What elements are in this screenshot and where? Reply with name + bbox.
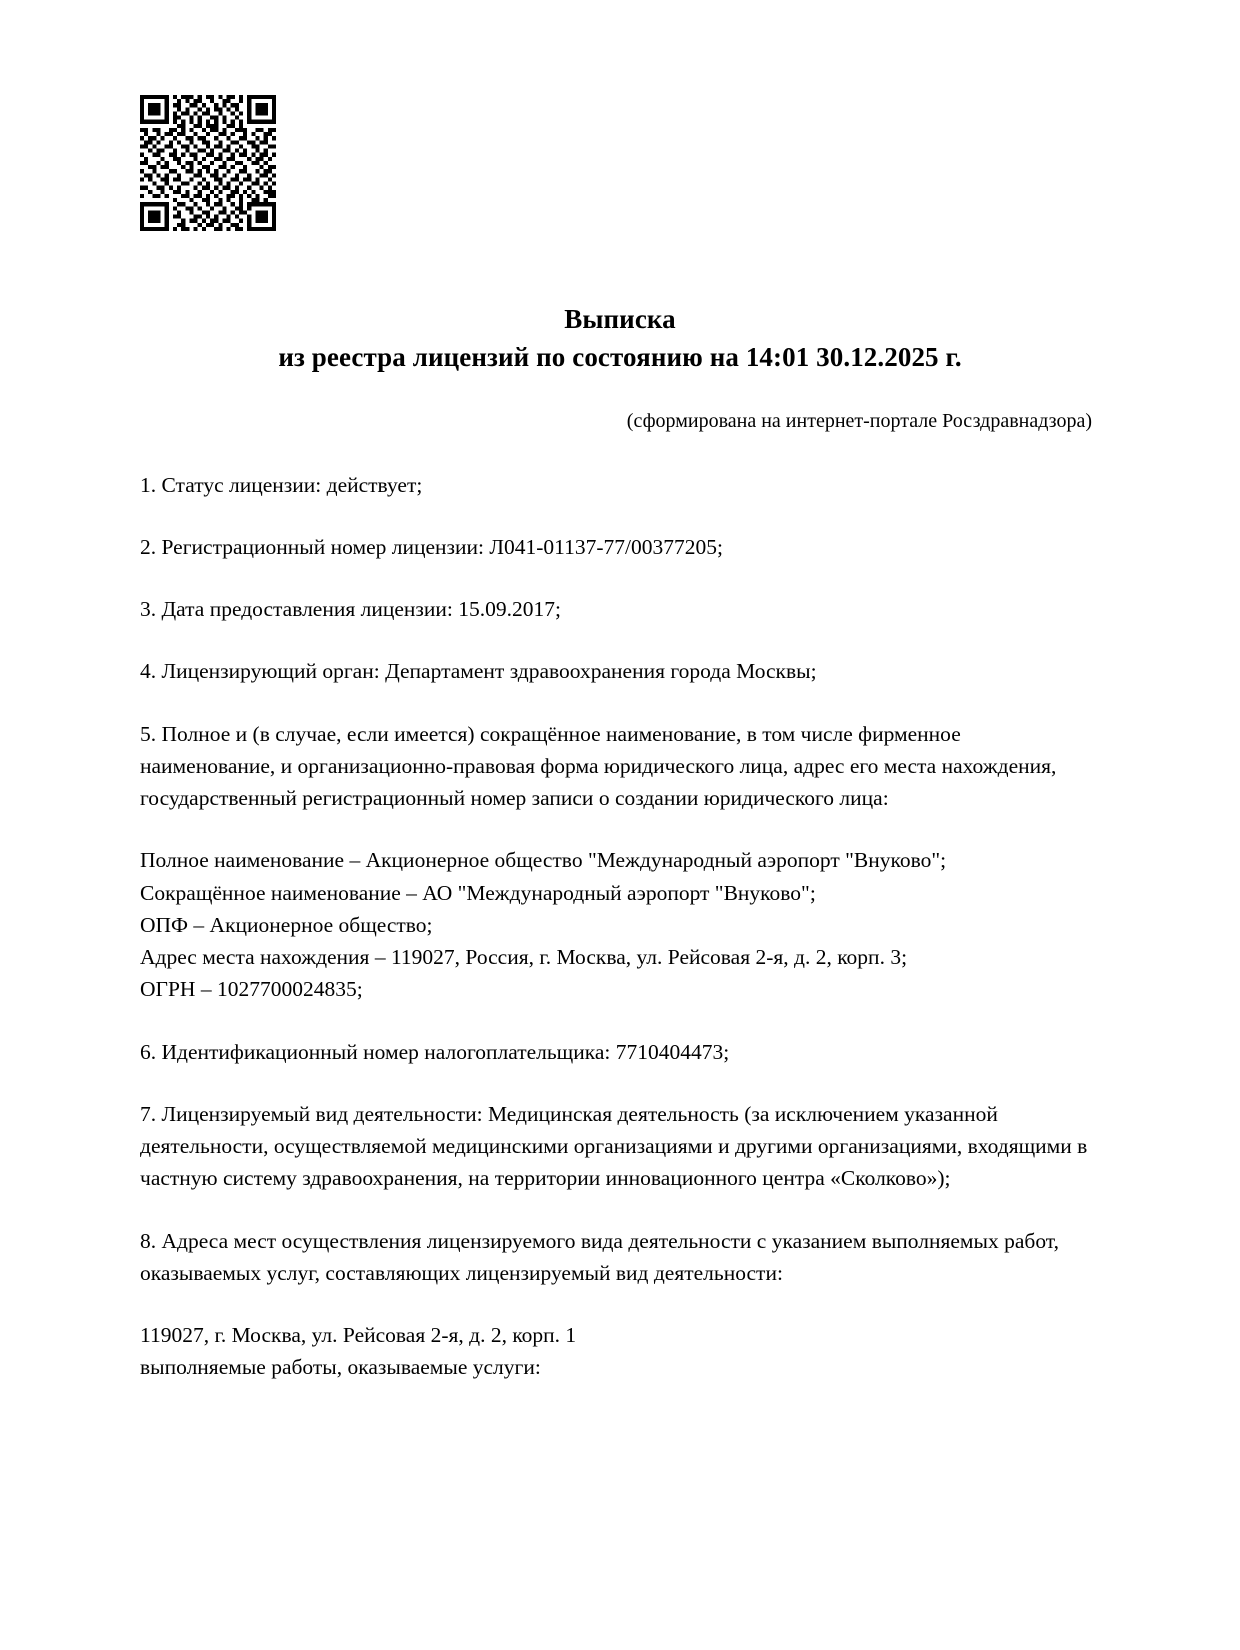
qr-code — [140, 95, 276, 231]
item-6-inn: 6. Идентификационный номер налогоплательщика: 7710404473; — [140, 1039, 730, 1064]
item-4-licensing-authority: 4. Лицензирующий орган: Департамент здравоохранения города Москвы; — [140, 659, 817, 684]
document-body — [140, 300, 1100, 1384]
item-2-reg-number: 2. Регистрационный номер лицензии: Л041-01137-77/00377205; — [140, 534, 723, 559]
page-title — [140, 300, 1100, 377]
subtitle-source-note: (сформирована на интернет-портале Росздравнадзора) — [626, 409, 1092, 432]
item-1-status: 1. Статус лицензии: действует; — [140, 472, 423, 497]
title-line-2: из реестра лицензий по состоянию на 14:01 30.12.2025 г. — [278, 342, 962, 373]
item-5-name-heading: 5. Полное и (в случае, если имеется) сокращённое наименование, в том числе фирменное наименование, и организационно-правовая форма юридического лица, адрес его места нахождения, государственный регистрационный номер записи о создании юридического лица: — [140, 721, 1057, 811]
title-line-1: Выписка — [564, 304, 676, 334]
entity-short-name: Сокращённое наименование – АО "Международный аэропорт "Внуково"; — [140, 880, 816, 905]
entity-legal-form: ОПФ – Акционерное общество; — [140, 912, 433, 937]
item-8-addresses: 8. Адреса мест осуществления лицензируемого вида деятельности с указанием выполняемых работ, оказываемых услуг, составляющих лицензируемый вид деятельности: — [140, 1228, 1059, 1285]
location-address: 119027, г. Москва, ул. Рейсовая 2-я, д. 2, корп. 1 — [140, 1323, 577, 1348]
item-3-issue-date: 3. Дата предоставления лицензии: 15.09.2017; — [140, 597, 561, 622]
location-works-label: выполняемые работы, оказываемые услуги: — [140, 1355, 541, 1380]
entity-ogrn: ОГРН – 1027700024835; — [140, 977, 363, 1002]
qr-code-image — [140, 95, 276, 231]
entity-details — [140, 844, 1100, 1005]
entity-address: Адрес места нахождения – 119027, Россия, г. Москва, ул. Рейсовая 2-я, д. 2, корп. 3; — [140, 945, 908, 970]
item-7-activity: 7. Лицензируемый вид деятельности: Медицинская деятельность (за исключением указанной деятельности, осуществляемой медицинскими организациями и другими организациями, входящими в частную систему здравоохранения, на территории инновационного центра «Сколково»); — [140, 1101, 1088, 1191]
entity-full-name: Полное наименование – Акционерное общество "Международный аэропорт "Внуково"; — [140, 848, 947, 873]
activity-location — [140, 1319, 1100, 1384]
